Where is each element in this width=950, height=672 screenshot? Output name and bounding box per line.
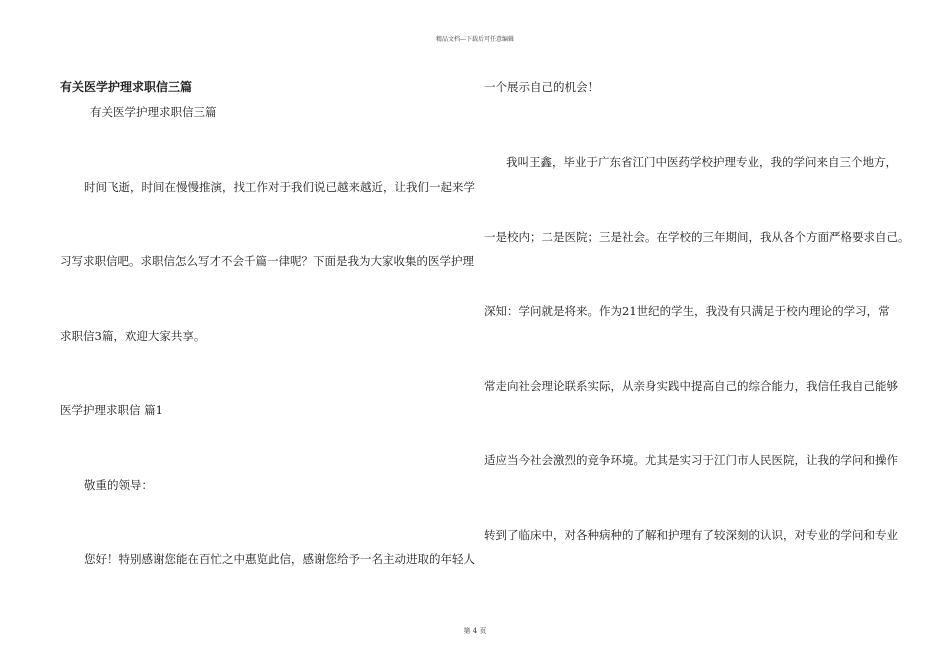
- page-number: 第 4 页: [463, 627, 487, 635]
- salutation: 敬重的领导：: [84, 478, 153, 492]
- paragraph-line: 习写求职信吧。求职信怎么写才不会千篇一律呢？下面是我为大家收集的医学护理: [60, 254, 474, 268]
- document-subtitle: 有关医学护理求职信三篇: [90, 105, 217, 119]
- paragraph-line: 时间飞逝，时间在慢慢推演，找工作对于我们说已越来越近，让我们一起来学: [84, 180, 475, 194]
- paragraph-line: 适应当今社会激烈的竞争环境。尤其是实习于江门市人民医院，让我的学问和操作: [484, 453, 898, 467]
- paragraph-line: 我叫王鑫，毕业于广东省江门中医药学校护理专业，我的学问来自三个地方，: [506, 155, 897, 169]
- paragraph-line: 深知：学问就是将来。作为21世纪的学生，我没有只满足于校内理论的学习，常: [484, 304, 890, 318]
- paragraph-line: 转到了临床中，对各种病种的了解和护理有了较深刻的认识，对专业的学问和专业: [484, 528, 898, 542]
- paragraph-line: 一是校内；二是医院；三是社会。在学校的三年期间，我从各个方面严格要求自己。: [484, 230, 910, 244]
- section-heading: 医学护理求职信 篇1: [60, 403, 163, 417]
- paragraph-line: 求职信3篇，欢迎大家共享。: [60, 329, 206, 343]
- document-title: 有关医学护理求职信三篇: [60, 80, 193, 94]
- paragraph-line: 您好！特别感谢您能在百忙之中惠览此信，感谢您给予一名主动进取的年轻人: [84, 552, 475, 566]
- paragraph-line: 常走向社会理论联系实际，从亲身实践中提高自己的综合能力，我信任我自己能够: [484, 379, 898, 393]
- paragraph-line: 一个展示自己的机会！: [484, 80, 599, 94]
- page-header: 精品文档---下载后可任意编辑: [435, 36, 515, 43]
